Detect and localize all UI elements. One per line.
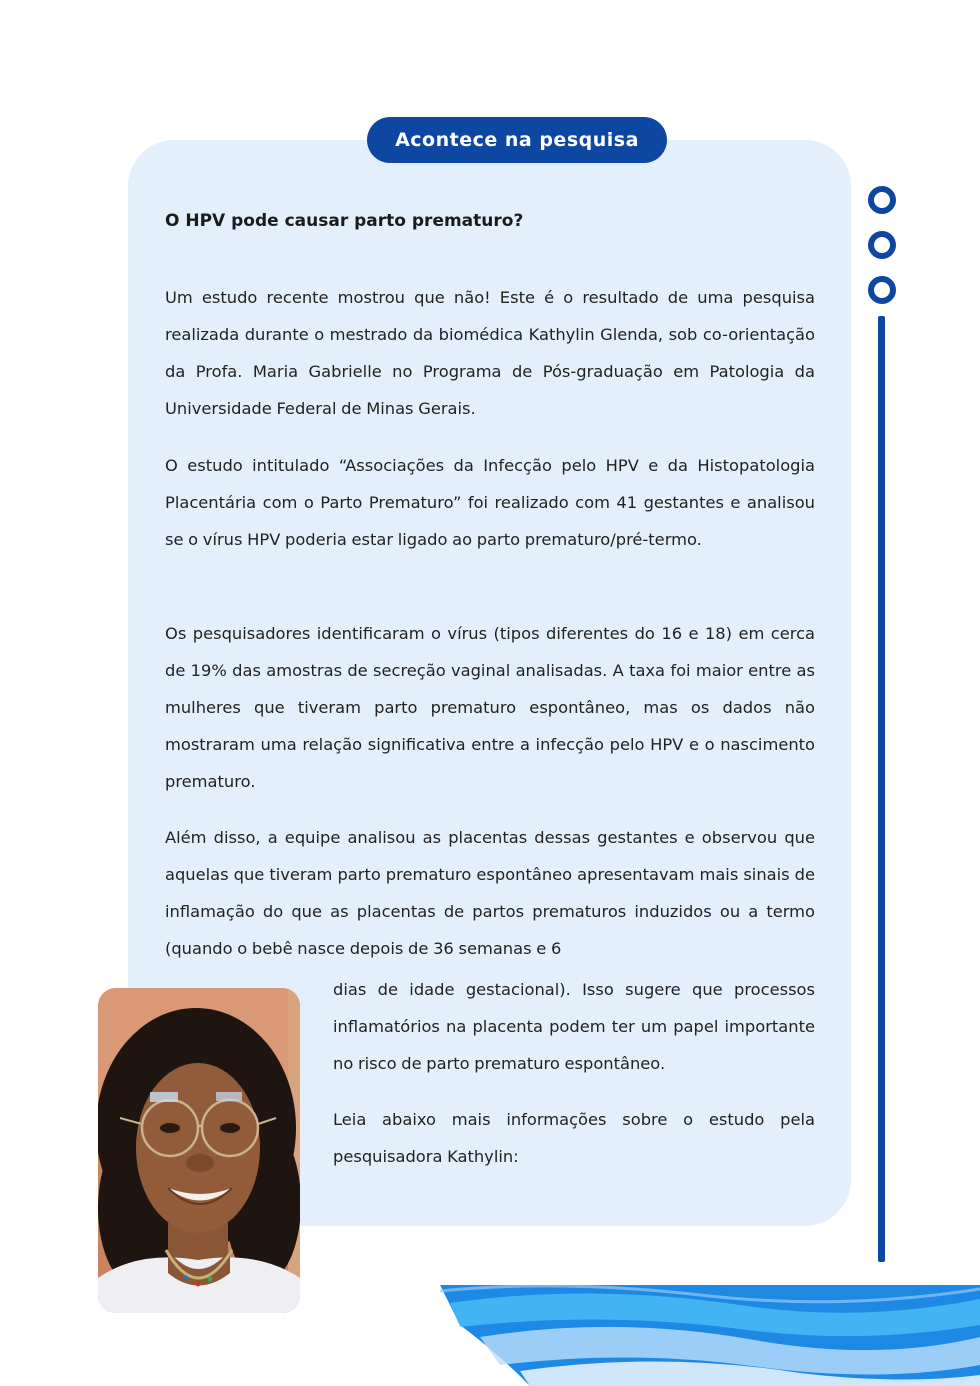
- paragraph-intro: Um estudo recente mostrou que não! Este é o resultado de uma pesquisa realizada durante o mestrado da biomédica Kathylin Glenda, sob co-orientação da Profa. Maria Gabrielle no Programa de Pós-graduação em Patologia da Universidade Federal de Minas Gerais.: [165, 288, 815, 418]
- paragraph-placenta: Além disso, a equipe analisou as placentas dessas gestantes e observou que aquelas que tiveram parto prematuro espontâneo apresentavam mais sinais de inflamação do que as placentas de partos prematuros induzidos ou a termo (quando o bebê nasce depois de 36 semanas e 6: [165, 828, 815, 958]
- section-tag: Acontece na pesquisa: [367, 117, 667, 163]
- researcher-portrait-image: [98, 988, 300, 1313]
- paragraph-findings: Os pesquisadores identificaram o vírus (tipos diferentes do 16 e 18) em cerca de 19% das amostras de secreção vaginal analisadas. A taxa foi maior entre as mulheres que tiveram parto prematuro espontâneo, mas os dados não mostraram uma relação significativa entre a infecção pelo HPV e o nascimento prematuro.: [165, 624, 815, 791]
- decorative-waves-image: [440, 1285, 980, 1386]
- researcher-photo: [98, 988, 300, 1313]
- article-headline: O HPV pode causar parto prematuro?: [165, 211, 524, 231]
- ring-icon: [868, 186, 896, 214]
- paragraph-study: O estudo intitulado “Associações da Infecção pelo HPV e da Histopatologia Placentária com o Parto Prematuro” foi realizado com 41 gestantes e analisou se o vírus HPV poderia estar ligado ao parto prematuro/pré-termo.: [165, 456, 815, 549]
- decorative-vertical-line: [878, 316, 885, 1262]
- ring-icon: [868, 276, 896, 304]
- paragraph-read-more: Leia abaixo mais informações sobre o estudo pela pesquisadora Kathylin:: [333, 1110, 815, 1166]
- ring-icon: [868, 231, 896, 259]
- paragraph-placenta-continued: dias de idade gestacional). Isso sugere que processos inflamatórios na placenta podem ter um papel importante no risco de parto prematuro espontâneo.: [333, 980, 815, 1073]
